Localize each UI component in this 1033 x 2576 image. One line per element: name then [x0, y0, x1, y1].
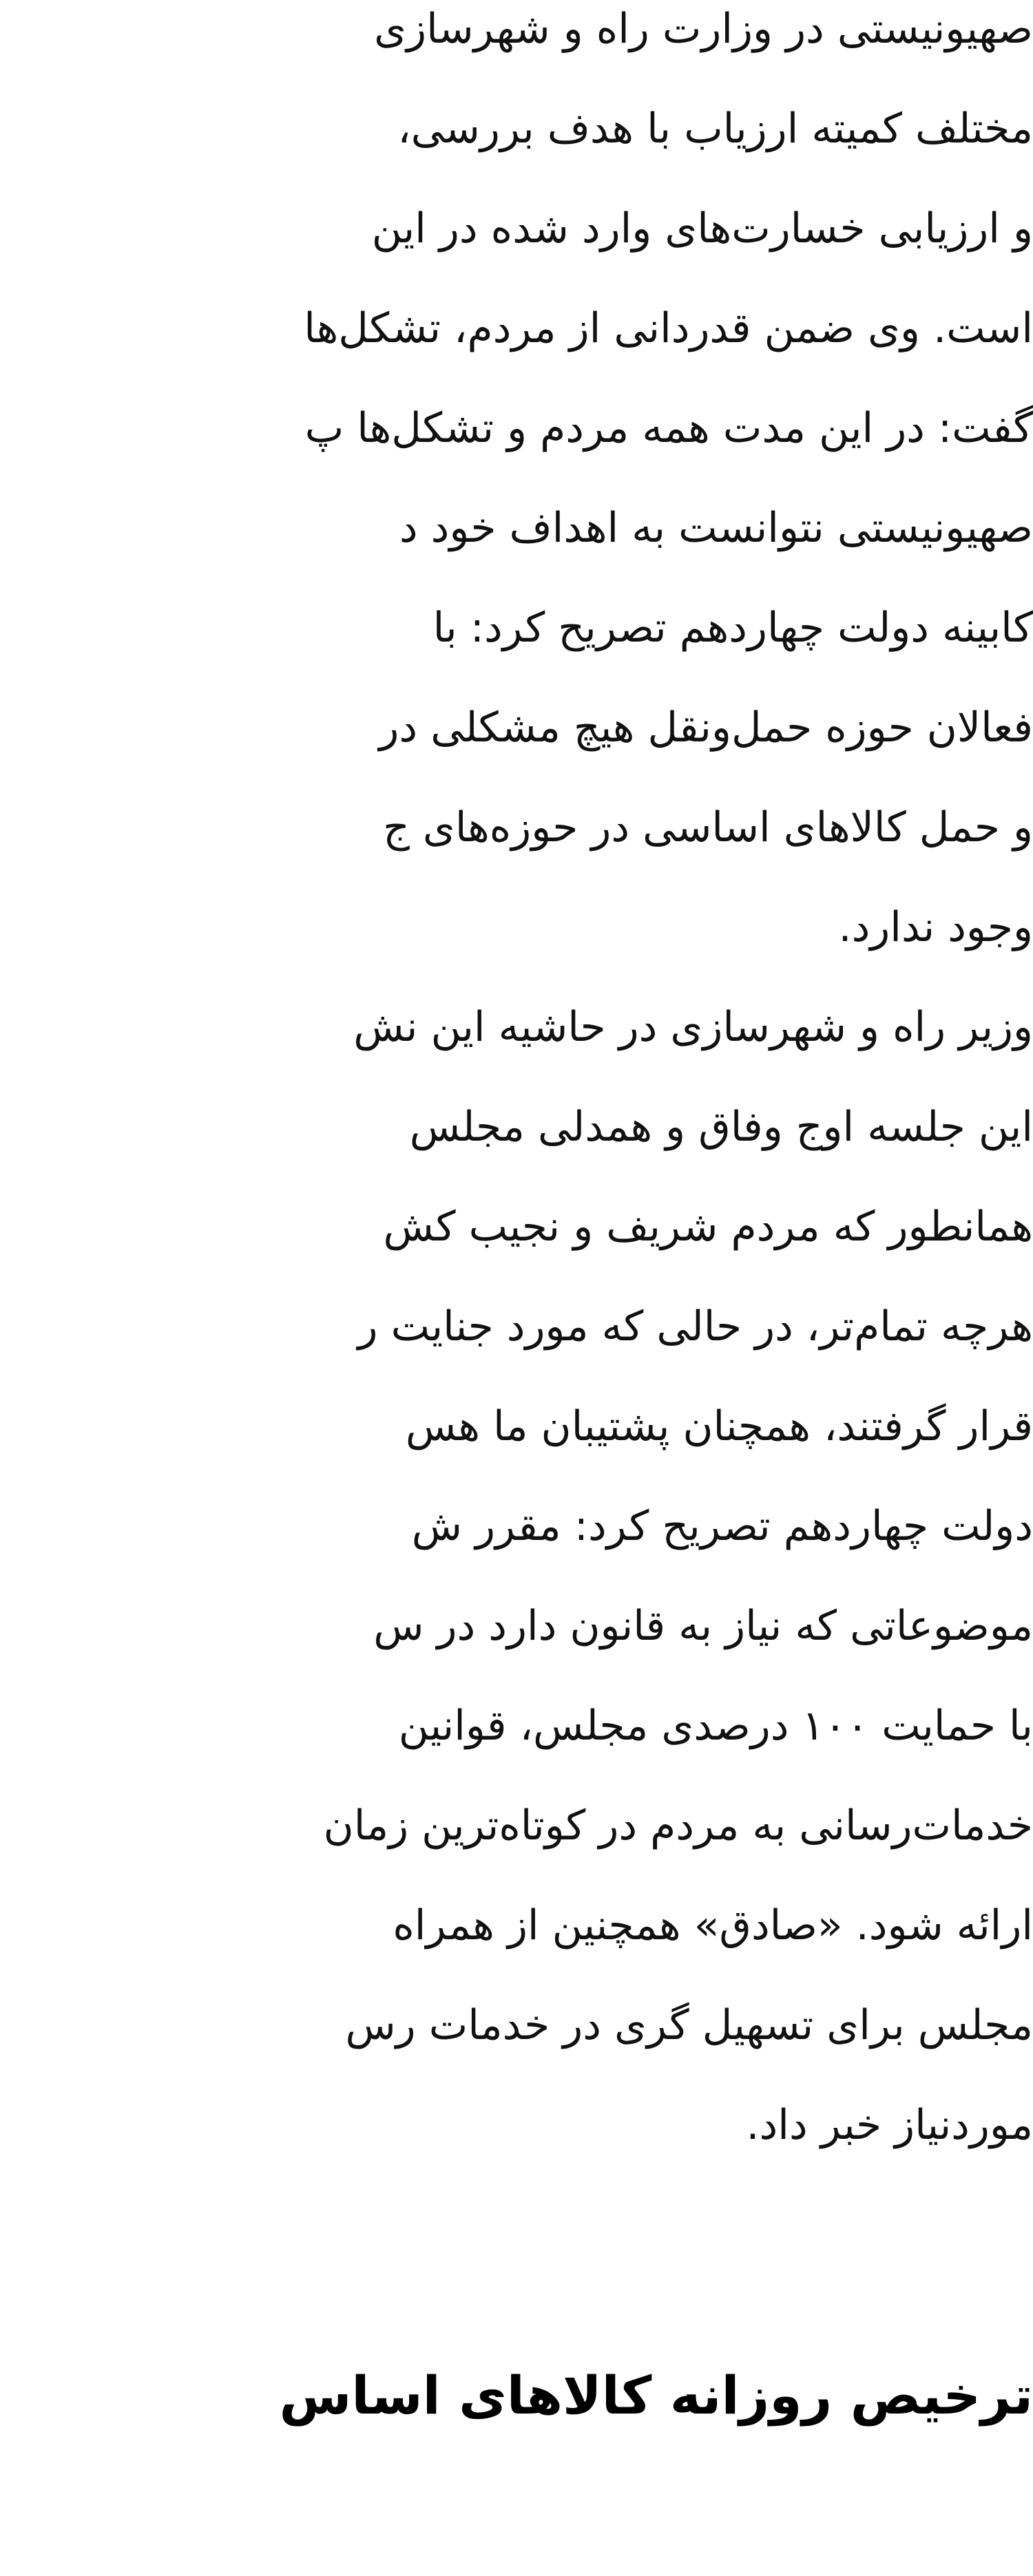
- article-line: مختلف کمیته ارزیاب با هدف بررسی،: [397, 105, 1033, 153]
- article-line: این جلسه اوج وفاق و همدلی مجلس: [409, 1103, 1033, 1151]
- article-line: دولت چهاردهم تصریح کرد: مقرر ش: [411, 1502, 1033, 1550]
- article-line: فعالان حوزه حمل‌ونقل هیچ مشکلی در: [379, 704, 1033, 752]
- article-line: موردنیاز خبر داد.: [746, 2101, 1033, 2149]
- article-line: کابینه دولت چهاردهم تصریح کرد: با: [432, 604, 1033, 652]
- article-line: مجلس برای تسهیل گری در خدمات رس: [345, 2001, 1033, 2049]
- article-line: قرار گرفتند، همچنان پشتیبان ما هس: [405, 1402, 1033, 1450]
- article-line: همانطور که مردم شریف و نجیب کش: [383, 1203, 1033, 1251]
- section-heading: ترخیص روزانه کالاهای اساس: [279, 2365, 1033, 2426]
- article-line: و ارزیابی خسارت‌های وارد شده در این: [371, 204, 1033, 253]
- article-line: هرچه تمام‌تر، در حالی که مورد جنایت ر: [357, 1302, 1033, 1351]
- article-line: گفت: در این مدت همه مردم و تشکل‌ها پ: [304, 404, 1033, 452]
- article-line: است. وی ضمن قدردانی از مردم، تشکل‌ها: [304, 304, 1033, 352]
- article-line: با حمایت ۱۰۰ درصدی مجلس، قوانین: [398, 1702, 1033, 1750]
- article-line: و حمل کالاهای اساسی در حوزه‌های ج: [383, 803, 1033, 852]
- article-line: موضوعاتی که نیاز به قانون دارد در س: [373, 1602, 1033, 1650]
- article-line: وجود ندارد.: [838, 903, 1033, 951]
- article-line: صهیونیستی در وزارت راه و شهرسازی: [374, 5, 1033, 53]
- article-line: وزیر راه و شهرسازی در حاشیه این نش: [353, 1003, 1033, 1051]
- article-line: خدمات‌رسانی به مردم در کوتاه‌ترین زمان: [323, 1802, 1033, 1850]
- article-line: صهیونیستی نتوانست به اهداف خود د: [399, 504, 1033, 552]
- article-line: ارائه شود. «صادق» همچنین از همراه: [393, 1901, 1033, 1950]
